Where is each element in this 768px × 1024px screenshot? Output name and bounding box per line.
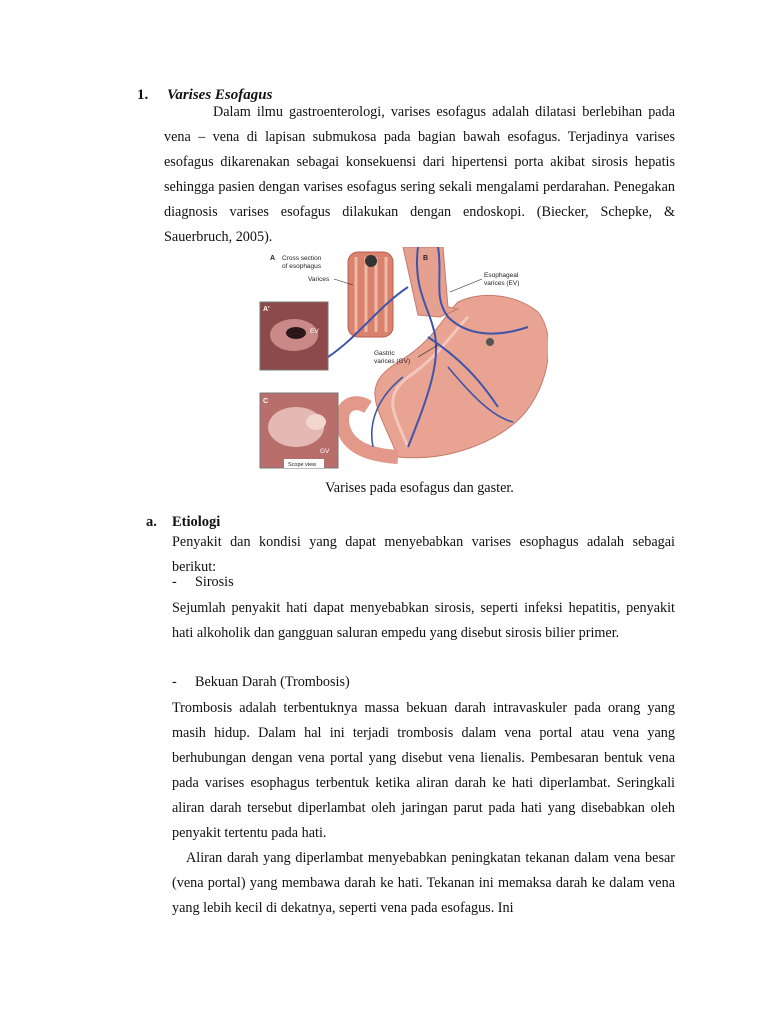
section-title: Varises Esofagus [167,87,273,103]
closing-paragraph: Aliran darah yang diperlambat menyebabkan peningkatan tekanan dalam vena besar (vena portal) yang membawa darah ke hati. Tekanan ini memaksa darah ke dalam vena yang lebih kecil di dekatnya, seperti vena pada esofagus. Ini [172,850,675,916]
esophageal-varices-figure [258,247,548,469]
esophagus-shape [403,247,458,317]
list-dash: - [172,674,177,690]
fig-label-scope: Scope view [288,462,317,468]
etiology-intro: Penyakit dan kondisi yang dapat menyebabkan varises esophagus adalah sebagai berikut: [172,534,675,575]
fig-label-a: A [270,255,276,262]
figure-caption: Varises pada esofagus dan gaster. [325,480,514,496]
fig-label-a-text2: of esophagus [282,263,322,270]
subsection-letter: a. [146,514,157,530]
sirosis-paragraph: Sejumlah penyakit hati dapat menyebabkan sirosis, seperti infeksi hepatitis, penyakit hati alkoholik dan gangguan saluran empedu yang disebut sirosis bilier primer. [172,600,675,641]
fig-label-varices: Varices [308,276,330,283]
subsection-title: Etiologi [172,514,221,530]
fig-label-gv2: varices (GV) [374,358,411,365]
fig-label-b: B [423,255,429,262]
fig-label-ev-short: EV [310,328,319,335]
fig-label-a1: A' [263,306,270,313]
fig-label-ev1: Esophageal [484,272,519,279]
fig-label-a-text1: Cross section [282,255,322,262]
subsection-heading [146,514,220,531]
trombosis-paragraph: Trombosis adalah terbentuknya massa bekuan darah intravaskuler pada orang yang masih hidup. Dalam hal ini terjadi trombosis dalam vena portal atau vena yang berhubungan dengan vena portal yang disebut vena lienalis. Pembesaran bentuk vena pada varises esophagus terbentuk ketika aliran darah ke hati diperlambat. Seringkali aliran darah tersebut diperlambat oleh jaringan parut pada hati yang disebabkan oleh penyakit tertentu pada hati. [172,700,675,841]
intro-paragraph: Dalam ilmu gastroenterologi, varises esofagus adalah dilatasi berlebihan pada vena – vena di lapisan submukosa pada bagian bawah esofagus. Terjadinya varises esofagus dikarenakan sebagai konsekuensi dari hipertensi porta akibat sirosis hepatis sehingga pasien dengan varises esofagus sering sekali mengalami perdarahan. Penegakan diagnosis varises esofagus dilakukan dengan endoskopi. (Biecker, Schepke, & Sauerbruch, 2005). [164,104,675,245]
fig-label-ev2: varices (EV) [484,280,520,287]
fig-label-gv-short: GV [320,448,330,455]
list-item-title: Sirosis [195,574,234,590]
list-item-sirosis [172,574,234,591]
section-number: 1. [137,87,149,103]
list-item-title: Bekuan Darah (Trombosis) [195,674,350,690]
list-dash: - [172,574,177,590]
list-item-trombosis [172,674,350,691]
fig-label-gv1: Gastric [374,350,395,357]
fig-label-c: C [263,398,269,405]
